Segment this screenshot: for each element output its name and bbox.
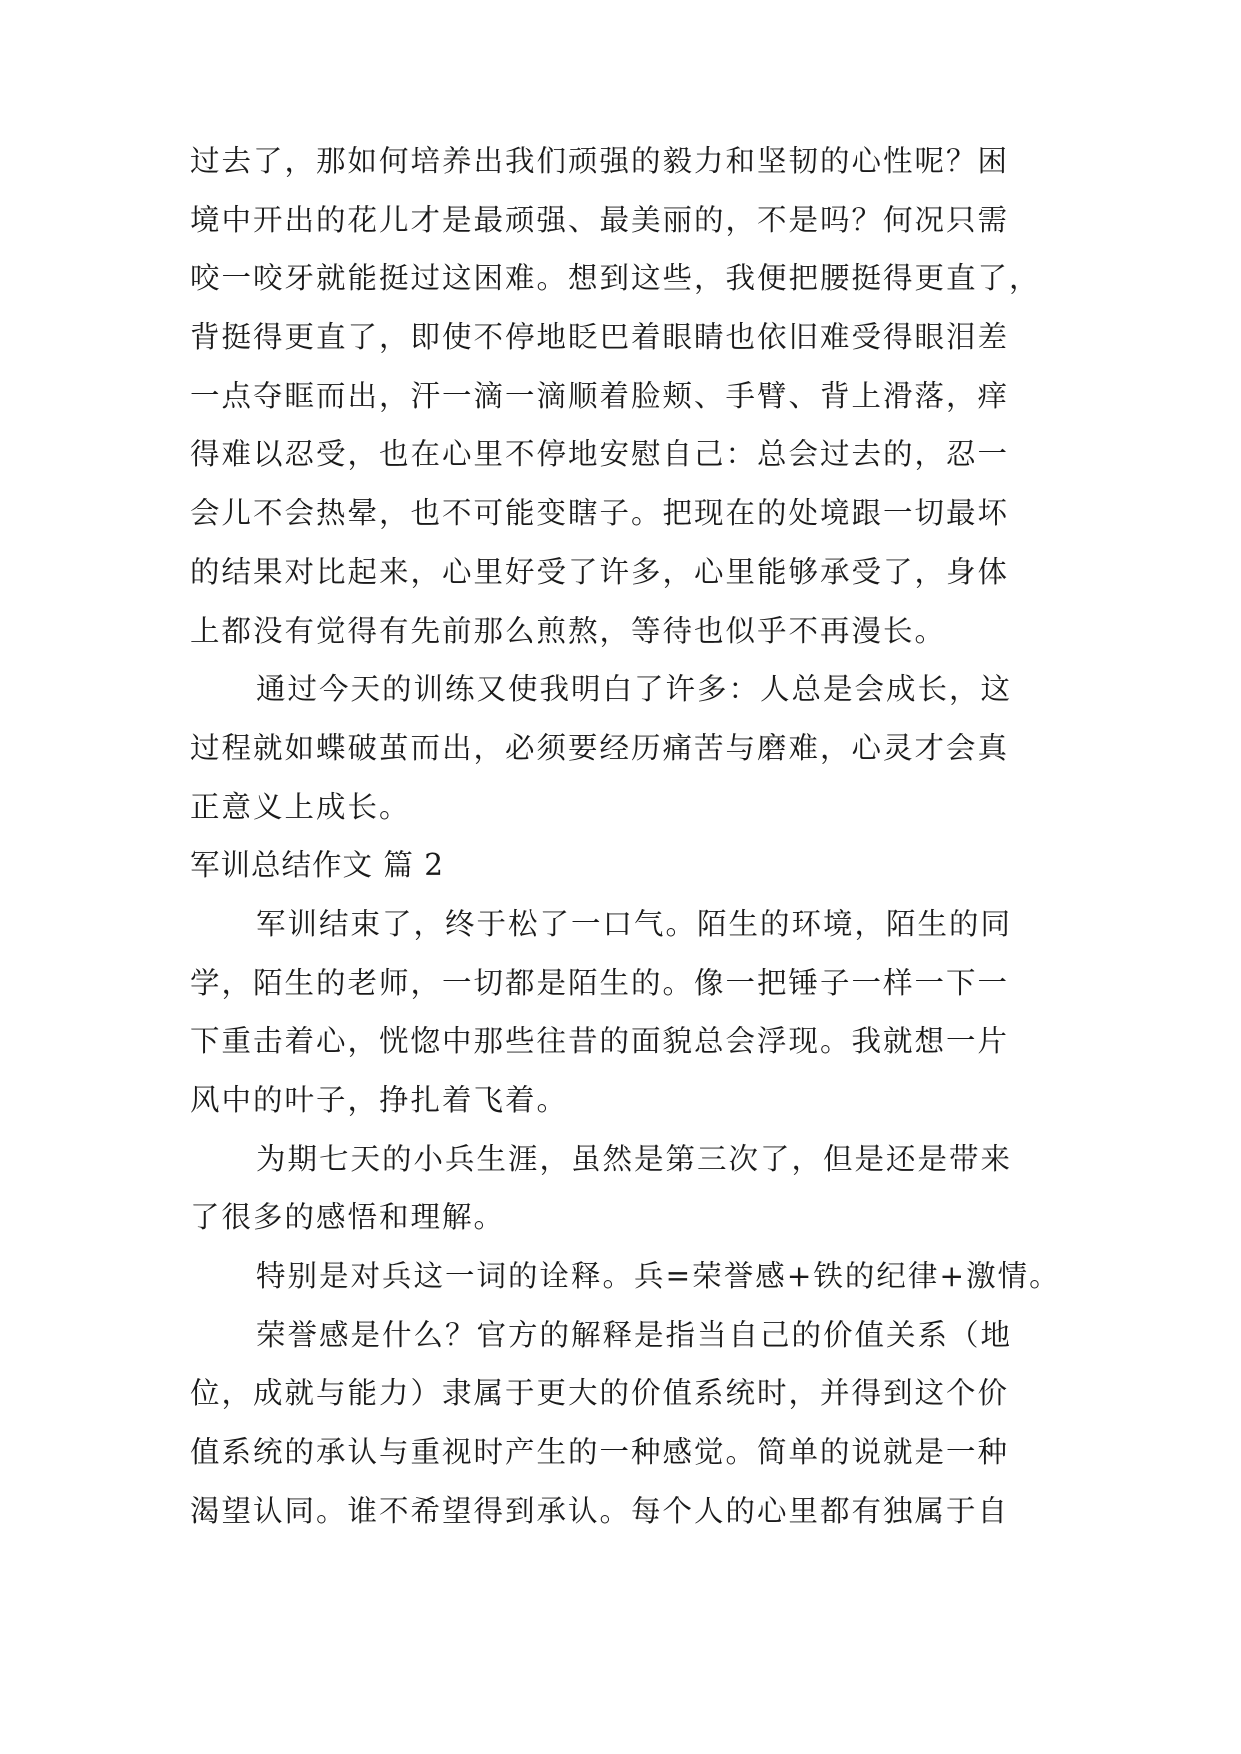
text-line: 咬一咬牙就能挺过这困难。想到这些，我便把腰挺得更直了， — [190, 261, 1041, 296]
text-line: 境中开出的花儿才是最顽强、最美丽的，不是吗？何况只需 — [190, 202, 1010, 237]
text-line: 得难以忍受，也在心里不停地安慰自己：总会过去的，忍一 — [190, 437, 1010, 472]
text-line: 过程就如蝶破茧而出，必须要经历痛苦与磨难，心灵才会真 — [190, 730, 1010, 765]
paragraph — [190, 1247, 1060, 1306]
text-line: 军训结束了，终于松了一口气。陌生的环境，陌生的同 — [256, 906, 1013, 941]
text-line: 通过今天的训练又使我明白了许多：人总是会成长，这 — [256, 672, 1013, 707]
text-line: 上都没有觉得有先前那么煎熬，等待也似乎不再漫长。 — [190, 613, 947, 648]
text-line: 的结果对比起来，心里好受了许多，心里能够承受了，身体 — [190, 554, 1010, 589]
text-line: 会儿不会热晕，也不可能变瞎子。把现在的处境跟一切最坏 — [190, 496, 1010, 531]
text-line: 为期七天的小兵生涯，虽然是第三次了，但是还是带来 — [256, 1141, 1013, 1176]
paragraph — [190, 1306, 1060, 1541]
text-line: 值系统的承认与重视时产生的一种感觉。简单的说就是一种 — [190, 1435, 1010, 1470]
section-heading: 军训总结作文 篇 2 — [190, 848, 445, 883]
document-body — [190, 132, 1060, 1541]
text-line: 特别是对兵这一词的诠释。兵=荣誉感+铁的纪律+激情。 — [256, 1259, 1061, 1294]
text-line: 背挺得更直了，即使不停地眨巴着眼睛也依旧难受得眼泪差 — [190, 320, 1010, 355]
paragraph — [190, 895, 1060, 1130]
text-line: 过去了，那如何培养出我们顽强的毅力和坚韧的心性呢？困 — [190, 144, 1010, 178]
text-line: 一点夺眶而出，汗一滴一滴顺着脸颊、手臂、背上滑落，痒 — [190, 378, 1010, 413]
paragraph — [190, 132, 1060, 660]
paragraph — [190, 1130, 1060, 1247]
text-line: 了很多的感悟和理解。 — [190, 1200, 506, 1235]
paragraph — [190, 660, 1060, 836]
text-line: 风中的叶子，挣扎着飞着。 — [190, 1083, 569, 1117]
text-line: 荣誉感是什么？官方的解释是指当自己的价值关系（地 — [256, 1317, 1013, 1352]
text-line: 位，成就与能力）隶属于更大的价值系统时，并得到这个价 — [190, 1376, 1010, 1411]
text-line: 渴望认同。谁不希望得到承认。每个人的心里都有独属于自 — [190, 1493, 1010, 1528]
text-line: 下重击着心，恍惚中那些往昔的面貌总会浮现。我就想一片 — [190, 1024, 1010, 1059]
text-line: 学，陌生的老师，一切都是陌生的。像一把锤子一样一下一 — [190, 965, 1010, 1000]
text-line: 正意义上成长。 — [190, 789, 411, 824]
